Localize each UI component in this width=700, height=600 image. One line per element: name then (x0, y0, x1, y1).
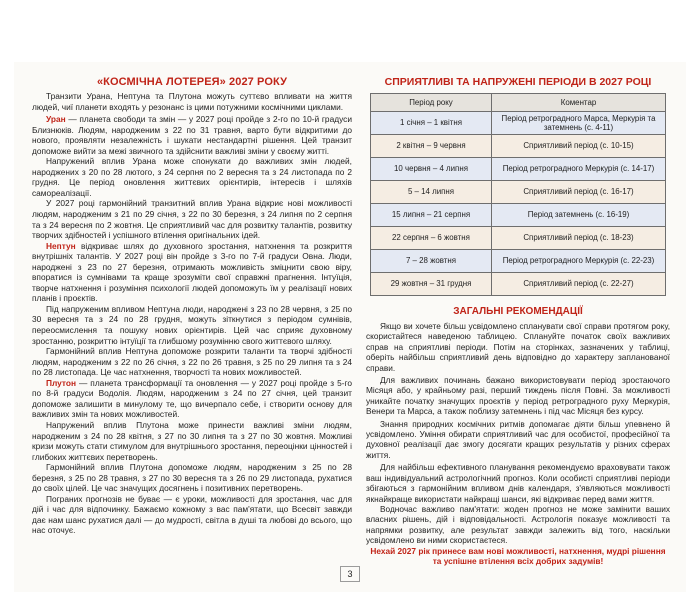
right-column (366, 76, 670, 566)
final-wish-paragraph: Нехай 2027 рік принесе вам нові можливості, натхнення, мудрі рішення та успішне втілення всіх добрих задумів! (370, 545, 666, 566)
period-cell: 7 – 28 жовтня (371, 250, 492, 273)
period-cell: 15 липня – 21 серпня (371, 204, 492, 227)
neptune-tense-paragraph: Під напруженим впливом Нептуна люди, народжені з 23 по 28 червня, з 25 по 30 вересня та з 24 по 28 грудня, можуть зіткнутися з періодом сумнівів, переосмислення та пошуку нових орієнтирів. Цей час сприяє духовному зростанню, розкриттю інтуїції та глибшому розумінню свого життєвого шляху. (32, 303, 352, 346)
comment-cell: Сприятливий період (с. 10-15) (492, 135, 666, 158)
intro-paragraph: Транзити Урана, Нептуна та Плутона можуть суттєво впливати на життя людей, чиї планети входять у резонанс із цими потужними космічними циклами. (32, 91, 352, 112)
comment-cell: Період ретроградного Марса, Меркурія та затемнень (с. 4-11) (492, 112, 666, 135)
comment-cell: Період ретроградного Меркурія (с. 22-23) (492, 250, 666, 273)
period-cell: 5 – 14 липня (371, 181, 492, 204)
recommendations-text (366, 321, 670, 566)
period-cell: 29 жовтня – 31 грудня (371, 273, 492, 296)
uranus-paragraph (32, 114, 352, 156)
header-comment: Коментар (492, 94, 666, 112)
period-cell: 2 квітня – 9 червня (371, 135, 492, 158)
pluto-keyword: Плутон (46, 377, 77, 388)
uranus-tense-paragraph: Напружений вплив Урана може спонукати до важливих змін людей, народжених з 20 по 28 лютого, з 24 серпня по 2 вересня та з 24 листопада по 2 грудня. Це період оновлення життєвих орієнтирів, інтересів і шляхів самореалізації. (32, 156, 352, 198)
table-row (371, 181, 666, 204)
table-row (371, 204, 666, 227)
recommendation-paragraph: Для найбільш ефективного планування рекомендуємо враховувати також ваш індивідуальний астрологічний прогноз. Коли особисті сприятливі періоди збігаються з гармонійним впливом днів календаря, з'являються можливості якнайкраще використати найкращі шанси, які відкриває перед вами життя. (366, 462, 670, 504)
comment-cell: Сприятливий період (с. 16-17) (492, 181, 666, 204)
neptune-text: відкриває шлях до духовного зростання, натхнення та розкриття внутрішніх талантів. У 2027 році він пройде з 3-го по 7-й градуси Овна. Люди, народжені з 23 по 27 березня, отримають можливість зміцнити свою віру, впоратися із сумнівами та краще зрозуміти свої справжні прагнення. Інтуїція, творче натхнення і розуміння психології людей допоможуть їм у реалізації нових планів і проєктів. (32, 240, 352, 304)
table-row (371, 250, 666, 273)
comment-cell: Період затемнень (с. 16-19) (492, 204, 666, 227)
table-row (371, 135, 666, 158)
periods-table (370, 93, 666, 296)
recommendation-paragraph: Для важливих починань бажано використовувати період зростаючого Місяця або, у крайньому разі, перший тиждень після Повні. За можливості уникайте початку значущих проєктів у період ретроградного руху Меркурія, Венери та Марса, а також поблизу затемнень і під час Місяця без курсу. (366, 375, 670, 417)
recommendation-paragraph: Водночас важливо пам'ятати: жоден прогноз не може замінити ваших власних рішень, дій і відповідальності. Астрологія показує можливості та напрямки розвитку, але результат завжди залежить від того, наскільки усвідомлено ви ними скористаєтеся. (366, 503, 670, 546)
header-period: Період року (371, 94, 492, 112)
comment-cell: Сприятливий період (с. 18-23) (492, 227, 666, 250)
pluto-paragraph (32, 378, 352, 420)
recommendation-paragraph: Знання природних космічних ритмів допомагає діяти більш упевнено й усвідомлено. Уміння обирати сприятливий час для особистої, професійної та духовної реалізації дає змогу досягати кращих результатів у різних сферах життя. (366, 418, 670, 460)
pluto-harmonious-paragraph: Гармонійний вплив Плутона допоможе людям, народженим з 25 по 28 березня, з 25 по 28 травня, з 27 по 30 вересня та з 26 по 29 листопада, рухатися до своїх цілей. Це час значущих досягнень і позитивних перетворень. (32, 462, 352, 494)
page-number: 3 (340, 566, 360, 582)
recommendation-paragraph: Якщо ви хочете більш усвідомлено спланувати свої справи протягом року, скористайтеся наведеною таблицею. Сплануйте початок своїх важливих справ на сприятливі періоди. Потім на сторінках, зазначених у таблиці, оберіть найбільш сприятливий день відповідно до характеру запланованої справи. (366, 321, 670, 373)
table-header-row (371, 94, 666, 112)
neptune-harmonious-paragraph: Гармонійний вплив Нептуна допоможе розкрити таланти та творчі здібності людям, народженим з 22 по 26 січня, з 22 по 26 травня, з 25 по 29 липня та з 24 по 28 листопада. Це час натхнення, творчості та нових можливостей. (32, 346, 352, 378)
neptune-paragraph (32, 241, 352, 304)
comment-cell: Період ретроградного Меркурія (с. 14-17) (492, 158, 666, 181)
period-cell: 10 червня – 4 липня (371, 158, 492, 181)
pluto-tense-paragraph: Напружений вплив Плутона може принести важливі зміни людям, народженим з 24 по 28 квітня, з 27 по 30 липня та з 27 по 30 жовтня. Можливі кризи можуть стати стимулом для внутрішнього зростання, переоцінки цінностей і глибоких життєвих перетворень. (32, 419, 352, 462)
table-row (371, 112, 666, 135)
comment-cell: Сприятливий період (с. 22-27) (492, 273, 666, 296)
table-row (371, 158, 666, 181)
uranus-keyword: Уран (46, 114, 66, 125)
period-cell: 22 серпня – 6 жовтня (371, 227, 492, 250)
table-row (371, 273, 666, 296)
periods-heading: СПРИЯТЛИВІ ТА НАПРУЖЕНІ ПЕРІОДИ В 2027 РОЦІ (384, 76, 652, 88)
period-cell: 1 січня – 1 квітня (371, 112, 492, 135)
uranus-text: — планета свободи та змін — у 2027 році пройде з 2-го по 10-й градуси Близнюків. Людям, народженим з 22 по 31 травня, варто бути відкритими до нового, проявляти незалежність і шукати нестандартні рішення. Цей транзит допоможе вийти за межі звичного та здійснити важливі зміни у своєму житті. (32, 114, 352, 156)
recommendations-heading: ЗАГАЛЬНІ РЕКОМЕНДАЦІЇ (453, 306, 583, 317)
left-column (32, 76, 352, 536)
cosmic-lottery-heading: «КОСМІЧНА ЛОТЕРЕЯ» 2027 РОКУ (96, 76, 288, 88)
pluto-text: — планета трансформації та оновлення — у 2027 році пройде з 5-го по 8-й градуси Водолія. Людям, народженим з 24 по 27 січня, цей транзит допоможе залишити в минулому те, що вичерпало себе, і створити основу для важливих змін та нових можливостей. (32, 377, 352, 420)
table-row (371, 227, 666, 250)
uranus-harmonious-paragraph: У 2027 році гармонійний транзитний вплив Урана відкриє нові можливості людям, народженим з 21 по 29 січня, з 22 по 30 березня, з 24 липня по 2 серпня та з 24 вересня по 2 жовтня. Це сприятливий час для розвитку талантів, розвитку творчих здібностей і успішного втілення оригінальних ідей. (32, 198, 352, 241)
neptune-keyword: Нептун (46, 240, 76, 251)
closing-paragraph: Пограних прогнозів не буває — є уроки, можливості для зростання, час для дій і час для відпочинку. Бажаємо кожному з вас пам'ятати, що Всесвіт завжди дає нам шанс рухатися далі — до мудрості, світла в душі та любові до всього, що нас оточує. (32, 493, 352, 536)
